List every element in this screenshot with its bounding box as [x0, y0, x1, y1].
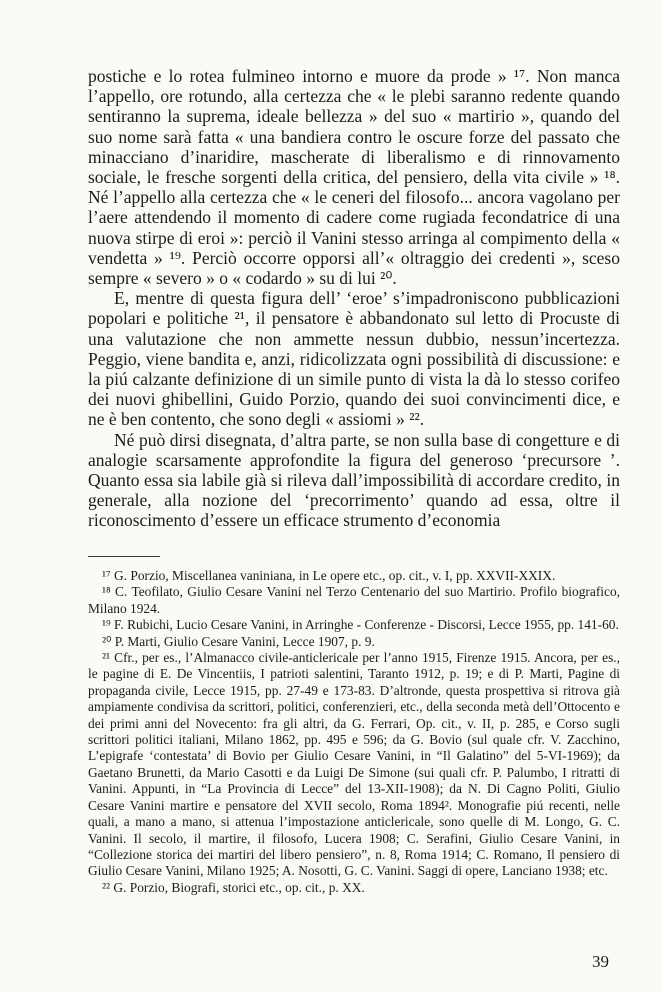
- footnote-17: ¹⁷ G. Porzio, Miscellanea vaniniana, in Le opere etc., op. cit., v. I, pp. XXVII-XXIX.: [102, 568, 556, 583]
- footnote-20: ²⁰ P. Marti, Giulio Cesare Vanini, Lecce 1907, p. 9.: [102, 633, 375, 649]
- paragraph-2: E, mentre di questa figura dell’ ‘eroe’ s’impadroniscono pubblicazioni popolari e politiche ²¹, il pensatore è abbandonato sul letto di Procuste di una valutazione che non ammette nessun dubbio, nessun’incertezza. Peggio, viene bandita e, anzi, ridicolizzata ogni possibilità di discussione: e la piú calzante definizione di un simile punto di vista la dà lo stesso corifeo dei nuovi ghibellini, Guido Porzio, quando dei suoi convincimenti dice, e ne è ben contento, che sono degli « assiomi » ²².: [88, 288, 620, 430]
- footnote-21: ²¹ Cfr., per es., l’Almanacco civile-anticlericale per l’anno 1915, Firenze 1915. Ancora, per es., le pagine di E. De Vincentiis, I patrioti salentini, Taranto 1912, p. 19; e di P. Marti, Pagine di propaganda civile, Lecce 1915, pp. 27-49 e 173-83. D’altronde, questa prospettiva si ritrova già ampiamente condivisa da scrittori, politici, conferenzieri, etc., della seconda metà dell’Ottocento e dei primi anni del Novecento: fra gli altri, da G. Ferrari, Op. cit., v. II, p. 285, e Corso sugli scrittori politici italiani, Milano 1862, pp. 495 e 596; da G. Bovio (sul quale cfr. V. Zacchino, L’epigrafe ‘contestata’ di Bovio per Giulio Cesare Vanini, in “Il Galatino” del 5-VI-1969); da Gaetano Brunetti, da Mario Casotti e da Luigi De Simone (sui quali cfr. P. Palumbo, I ritratti di Vanini. Appunti, in “La Provincia di Lecce” del 13-XII-1908); da N. Di Cagno Politi, Giulio Cesare Vanini martire e pensatore del XVII secolo, Roma 1894². Monografie piú recenti, nelle quali, a mano a mano, si attenua l’impostazione anticlericale, sono quelle di M. Longo, G. C. Vanini. Il secolo, il martire, il filosofo, Lucera 1908; C. Serafini, Giulio Cesare Vanini, in “Collezione storica dei martiri del libero pensiero”, n. 8, Roma 1914; C. Romano, Il pensiero di Giulio Cesare Vanini, Milano 1925; A. Nosotti, G. C. Vanini. Saggi di opere, Lanciano 1938; etc.: [88, 650, 620, 879]
- footnotes: [88, 568, 620, 896]
- main-text: [88, 66, 620, 531]
- footnote-18: ¹⁸ C. Teofilato, Giulio Cesare Vanini nel Terzo Centenario del suo Martirio. Profilo biografico, Milano 1924.: [88, 584, 620, 616]
- footnote-22: ²² G. Porzio, Biografi, storici etc., op. cit., p. XX.: [102, 879, 365, 895]
- paragraph-1: postiche e lo rotea fulmineo intorno e muore da prode » ¹⁷. Non manca l’appello, ore rotundo, alla certezza che « le plebi saranno redente quando sentiranno la suprema, ideale bellezza » del suo « martirio », quando del suo nome sarà fatta « una bandiera contro le oscure forze del passato che minacciano d’inaridire, mascherate di liberalismo e di rinnovamento sociale, le fresche sorgenti della critica, del pensiero, della vita civile » ¹⁸. Né l’appello alla certezza che « le ceneri del filosofo... ancora vagolano per l’aere attendendo il momento di cadere come rugiada fecondatrice di una nuova stirpe di eroi »: perciò il Vanini stesso arringa al compimento della « vendetta » ¹⁹. Perciò occorre opporsi all’« oltraggio dei credenti », sceso sempre « severo » o « codardo » su di lui ²⁰.: [88, 66, 620, 289]
- footnote-19: ¹⁹ F. Rubichi, Lucio Cesare Vanini, in Arringhe - Conferenze - Discorsi, Lecce 1955, pp. 141-60.: [102, 617, 619, 633]
- paragraph-3: Né può dirsi disegnata, d’altra parte, se non sulla base di congetture e di analogie scarsamente approfondite la figura del generoso ‘precursore ’. Quanto essa sia labile già si rileva dall’impossibilità di accordare credito, in generale, alla nozione del ‘precorrimento’ quando ad essa, oltre il riconoscimento d’essere un efficace strumento d’economia: [88, 429, 620, 531]
- page-number: 39: [592, 952, 609, 971]
- footnote-separator: [88, 556, 160, 557]
